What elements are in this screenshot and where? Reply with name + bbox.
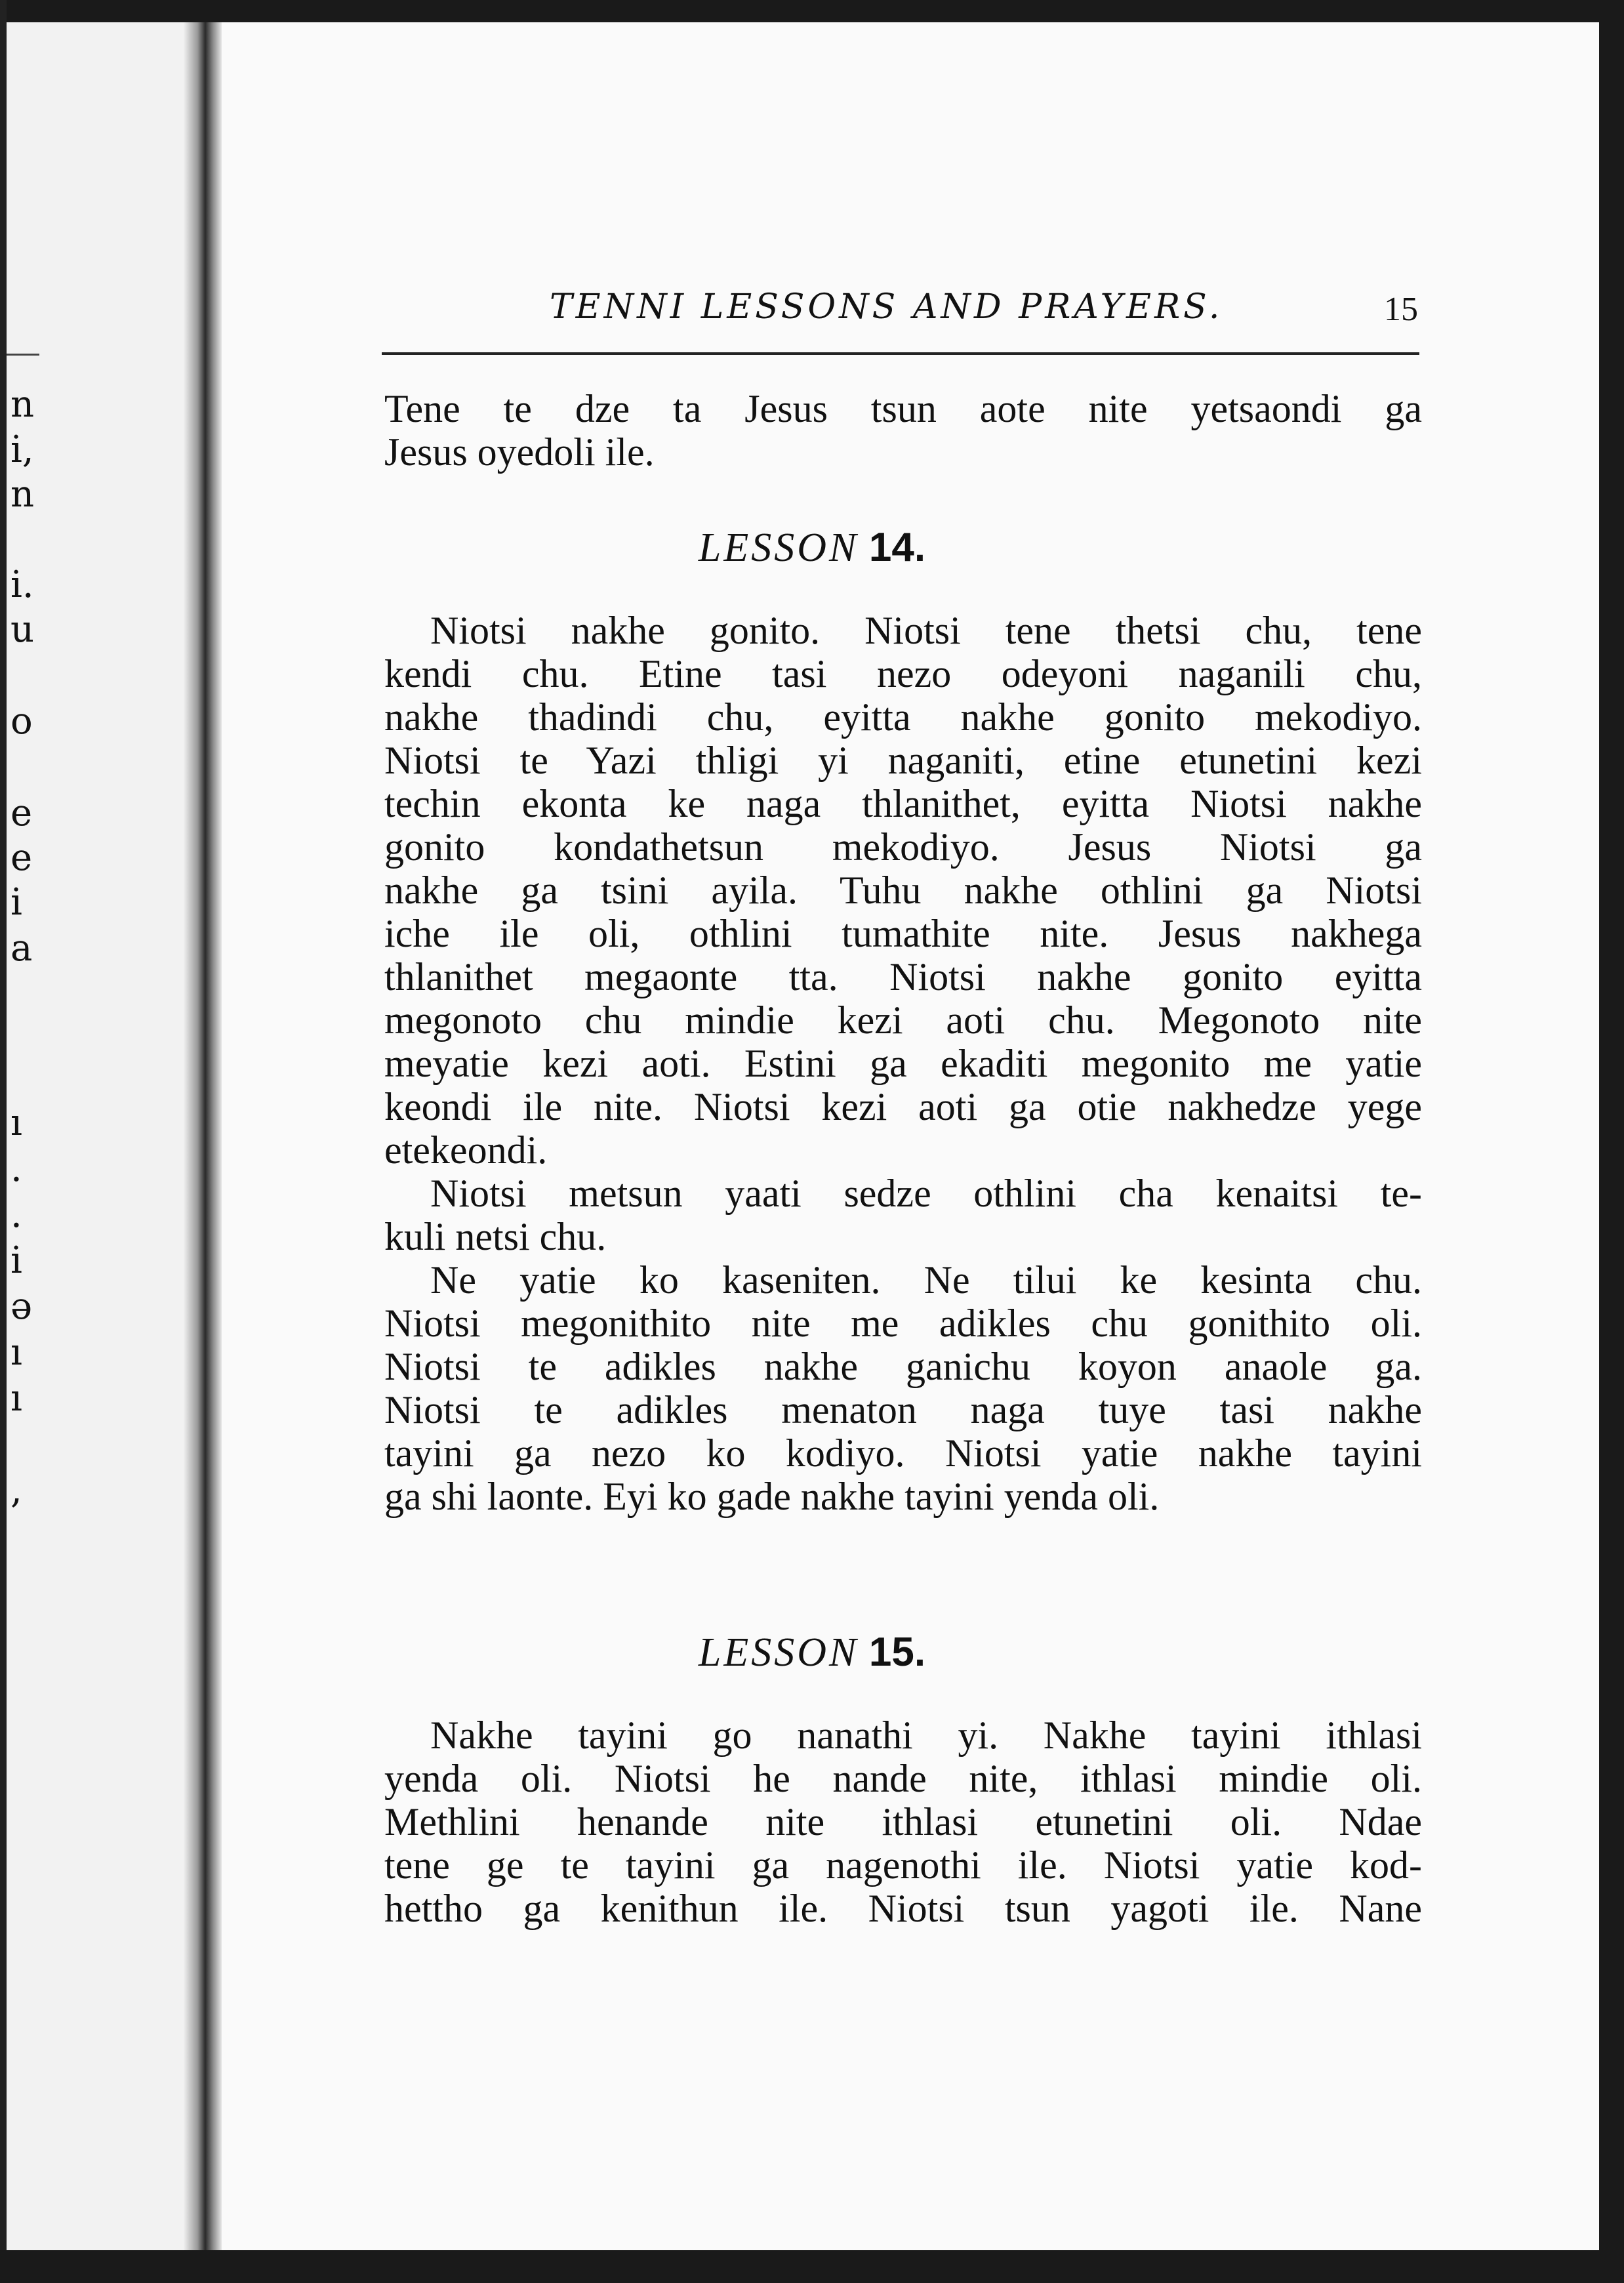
text-line: keondi ile nite. Niotsi kezi aoti ga otie nakhedze yege (384, 1085, 1422, 1128)
header-rule (382, 352, 1419, 355)
text-line: thlanithet megaonte tta. Niotsi nakhe gonito eyitta (384, 955, 1422, 998)
facing-page-fragment: ı (10, 1101, 22, 1144)
facing-page-fragment: e (10, 792, 33, 834)
text-line: Methlini henande nite ithlasi etunetini oli. Ndae (384, 1800, 1422, 1843)
facing-page-fragment: i (10, 881, 22, 924)
text-line: Niotsi megonithito nite me adikles chu gonithito oli. (384, 1302, 1422, 1345)
text-line: tene ge te tayini ga nagenothi ile. Niotsi yatie kod- (384, 1843, 1422, 1887)
facing-page-fragment: . (10, 1147, 22, 1190)
lesson-heading-number: 15. (868, 1630, 926, 1675)
text-line: nakhe ga tsini ayila. Tuhu nakhe othlini ga Niotsi (384, 869, 1422, 912)
facing-page-left (7, 22, 193, 2250)
text-line: Ne yatie ko kaseniten. Ne tilui ke kesinta chu. (430, 1258, 1422, 1302)
facing-page-fragment: ı (10, 1377, 22, 1420)
facing-page-fragment: u (10, 608, 35, 651)
text-line: Nakhe tayini go nanathi yi. Nakhe tayini ithlasi (430, 1714, 1422, 1757)
text-line: Niotsi metsun yaati sedze othlini cha kenaitsi te- (430, 1172, 1422, 1215)
facing-page-fragment: n (10, 473, 35, 516)
text-line: Niotsi te adikles nakhe ganichu koyon anaole ga. (384, 1345, 1422, 1388)
scan-border-top (0, 0, 1624, 22)
text-line: meyatie kezi aoti. Estini ga ekaditi megonito me yatie (384, 1042, 1422, 1085)
text-line: Niotsi nakhe gonito. Niotsi tene thetsi chu, tene (430, 609, 1422, 652)
running-title: TENNI LESSONS AND PRAYERS. (550, 287, 1223, 327)
text-line: yenda oli. Niotsi he nande nite, ithlasi mindie oli. (384, 1757, 1422, 1800)
scan-border-left (0, 0, 7, 2283)
facing-page-fragment: ı (10, 1331, 22, 1374)
facing-page-fragment: ə (10, 1285, 33, 1328)
text-line: nakhe thadindi chu, eyitta nakhe gonito mekodiyo. (384, 695, 1422, 739)
text-line: megonoto chu mindie kezi aoti chu. Megonoto nite (384, 998, 1422, 1042)
lesson-heading-word: LESSON (698, 525, 859, 570)
text-line: Tene te dze ta Jesus tsun aote nite yetsaondi ga (384, 387, 1422, 430)
facing-page-fragment: i (10, 1239, 22, 1282)
book-gutter (184, 22, 223, 2250)
text-line: tayini ga nezo ko kodiyo. Niotsi yatie nakhe tayini (384, 1431, 1422, 1475)
text-line: techin ekonta ke naga thlanithet, eyitta Niotsi nakhe (384, 782, 1422, 825)
facing-page-fragment: o (10, 700, 33, 743)
lesson-14-heading (0, 526, 1624, 569)
facing-page-fragment: i. (10, 564, 34, 606)
facing-page-fragment: a (10, 927, 33, 970)
page-number: 15 (1384, 291, 1418, 328)
scan-border-right (1599, 0, 1624, 2283)
facing-page-fragment: . (10, 1193, 22, 1236)
facing-page-header-rule (7, 354, 39, 356)
text-line: Jesus oyedoli ile. (384, 430, 655, 474)
text-line: kuli netsi chu. (384, 1215, 607, 1258)
text-line: iche ile oli, othlini tumathite nite. Jesus nakhega (384, 912, 1422, 955)
facing-page-fragment: , (10, 1469, 22, 1512)
lesson-heading-word: LESSON (698, 1630, 859, 1675)
scan-border-bottom (0, 2250, 1624, 2283)
lesson-15-heading (0, 1631, 1624, 1674)
text-line: kendi chu. Etine tasi nezo odeyoni naganili chu, (384, 652, 1422, 695)
text-line: ga shi laonte. Eyi ko gade nakhe tayini yenda oli. (384, 1475, 1160, 1518)
facing-page-fragment: i, (10, 428, 34, 471)
text-line: Niotsi te adikles menaton naga tuye tasi nakhe (384, 1388, 1422, 1431)
text-line: Niotsi te Yazi thligi yi naganiti, etine etunetini kezi (384, 739, 1422, 782)
text-line: etekeondi. (384, 1128, 548, 1172)
lesson-heading-number: 14. (868, 525, 926, 570)
facing-page-fragment: e (10, 836, 33, 879)
text-line: gonito kondathetsun mekodiyo. Jesus Niotsi ga (384, 825, 1422, 869)
text-line: hettho ga kenithun ile. Niotsi tsun yagoti ile. Nane (384, 1887, 1422, 1930)
facing-page-fragment: n (10, 383, 35, 426)
